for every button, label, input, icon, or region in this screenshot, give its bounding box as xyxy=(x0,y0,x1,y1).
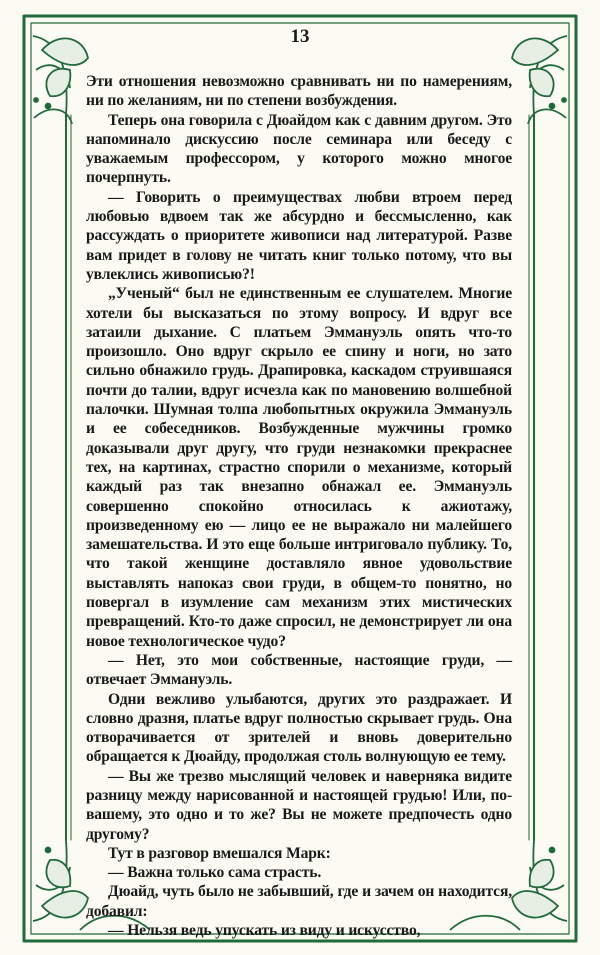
paragraph: Теперь она говорила с Дюайдом как с давним другом. Это напоминало дискуссию после семинара или беседу с уважаемым профессором, у которого можно многое почерпнуть. xyxy=(86,111,512,187)
body-text xyxy=(86,72,512,940)
page-number: 13 xyxy=(290,26,310,47)
paragraph: — Важна только сама страсть. xyxy=(108,864,322,882)
paragraph: — Нельзя ведь упускать из виду и искусство, xyxy=(108,922,421,940)
paragraph: Тут в разговор вмешался Марк: xyxy=(108,844,331,862)
corner-ornament-top-right xyxy=(512,36,567,124)
paragraph: „Ученый“ был не единственным ее слушателем. Многие хотели бы высказаться по этому вопросу. И вдруг все затаили дыхание. С платьем Эммануэль опять что-то произошло. Оно вдруг скрыло ее спину и ноги, но зато сильно обнажило грудь. Драпировка, каскадом струившаяся почти до талии, вдруг исчезла как по мановению волшебной палочки. Шумная толпа любопытных окружила Эммануэль и ее собеседников. Возбужденные мужчины громко доказывали друг другу, что груди незнакомки прекраснее тех, на картинах, страстно спорили о механизме, который каждый раз так внезапно обнажал ее. Эммануэль совершенно спокойно относилась к ажиотажу, произведенному ею — лицо ее не выражало ни малейшего замешательства. И это еще больше интриговало публику. То, что такой женщине доставляло явное удовольствие выставлять напоказ свои груди, в общем-то понятно, но повергал в изумление сам механизм этих мистических превращений. Кто-то даже спросил, не демонстрирует ли она новое технологическое чудо? xyxy=(86,285,512,650)
paragraph: — Нет, это мои собственные, настоящие груди, — отвечает Эммануэль. xyxy=(86,651,512,689)
paragraph: Одни вежливо улыбаются, других это раздражает. И словно дразня, платье вдруг полностью скрывает грудь. Она отворачивается от зрителей и вновь доверительно обращается к Дюайду, продолжая столь волнующую ее тему. xyxy=(86,690,512,766)
paragraph: Дюайд, чуть было не забывший, где и зачем он находится, добавил: xyxy=(86,883,512,920)
paragraph: — Вы же трезво мыслящий человек и наверняка видите разницу между нарисованной и настоящей грудью! Или, по-вашему, это одно и то же? Вы не можете предпочесть одно другому? xyxy=(86,767,512,843)
paragraph: — Говорить о преимуществах любви втроем перед любовью вдвоем так же абсурдно и бессмысленно, как рассуждать о приоритете живописи над литературой. Разве вам придет в голову не читать книг только потому, что вы увлеклись живописью?! xyxy=(86,188,512,283)
corner-ornament-top-left xyxy=(33,36,88,124)
paragraph: Эти отношения невозможно сравнивать ни по намерениям, ни по желаниям, ни по степени возбуждения. xyxy=(86,73,512,110)
